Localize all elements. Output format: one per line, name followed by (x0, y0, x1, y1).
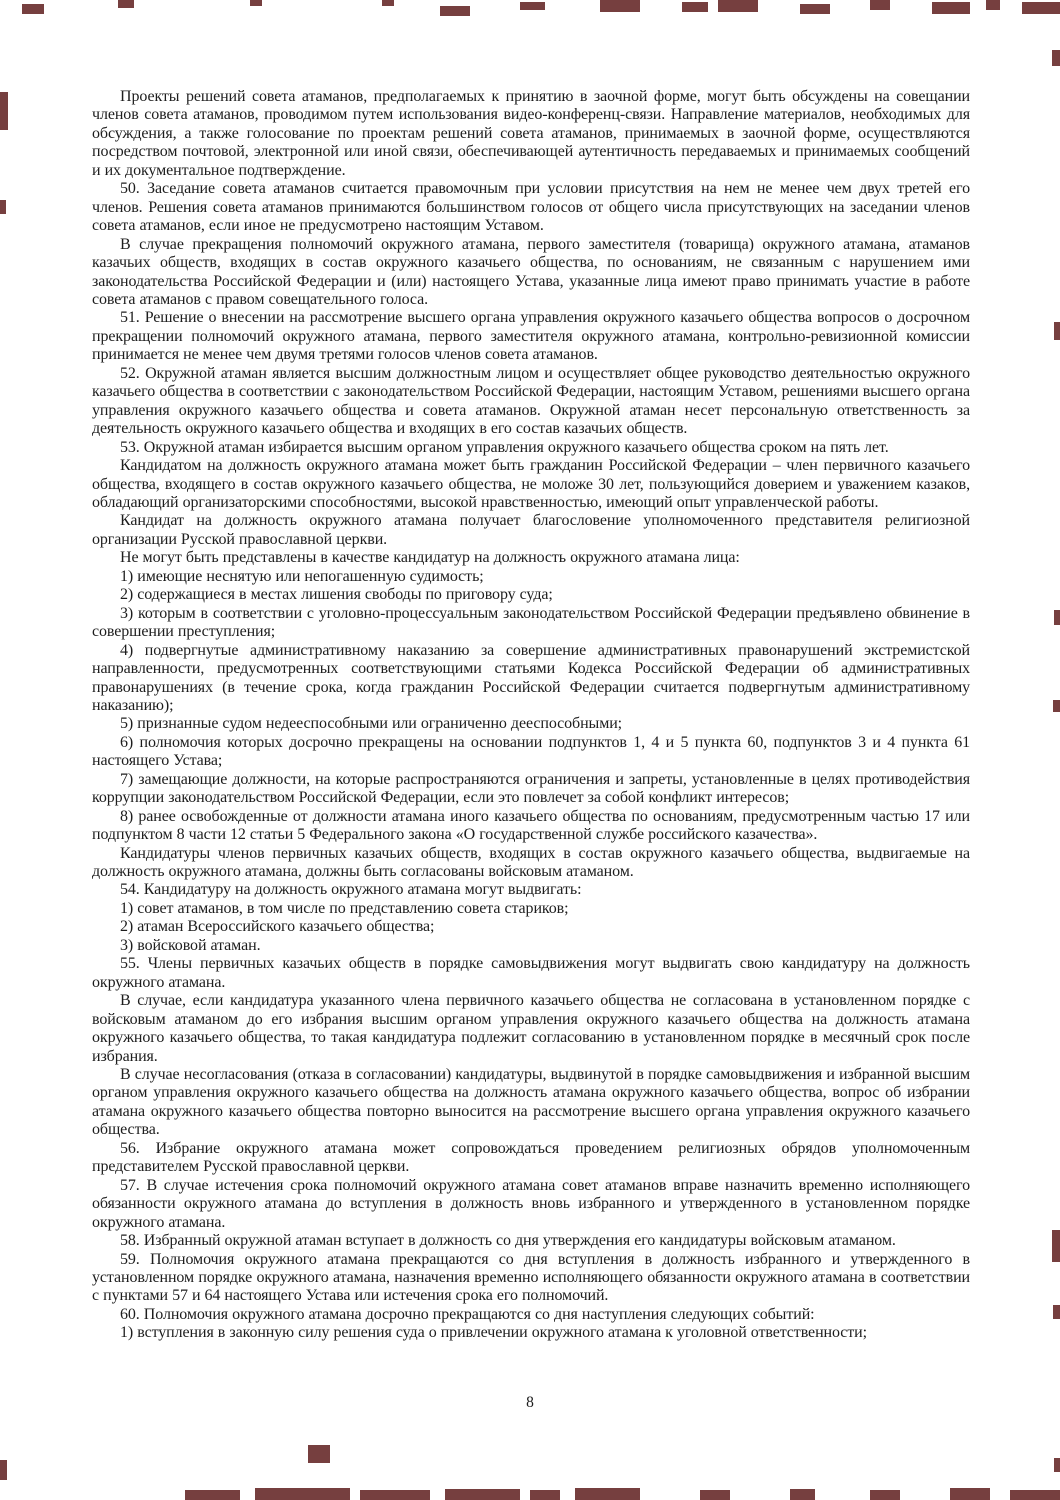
paragraph: 54. Кандидатуру на должность окружного атамана могут выдвигать: (120, 881, 582, 899)
scan-artifact (1010, 1490, 1060, 1500)
scan-artifact (360, 1490, 430, 1500)
paragraph: 6) полномочия которых досрочно прекращены на основании подпунктов 1, 4 и 5 пункта 60, подпунктов 3 и 4 пункта 61 настоящего Устава; (92, 733, 970, 770)
paragraph: 53. Окружной атаман избирается высшим органом управления окружного казачьего общества сроком на пять лет. (120, 438, 889, 456)
scan-artifact (870, 0, 890, 10)
paragraph: 50. Заседание совета атаманов считается правомочным при условии присутствия на нем не менее чем двух третей его членов. Решения совета атаманов принимаются большинством голосов от общего числа присутствующих на заседании членов совета атаманов, если иное не предусмотрено настоящим Уставом. (92, 180, 970, 235)
scan-artifact (118, 0, 134, 8)
paragraph: В случае прекращения полномочий окружного атамана, первого заместителя (товарища) окружного атамана, атаманов казачьих обществ, входящих в состав окружного казачьего общества, по основаниям, не связанным с нарушением ими законодательства Российской Федерации и (или) настоящего Устава, указанные лица имеют право принимать участие в работе совета атаманов с правом совещательного голоса. (92, 235, 970, 308)
paragraph: 59. Полномочия окружного атамана прекращаются со дня вступления в должность избранного и утвержденного в установленном порядке окружного атамана, назначения временно исполняющего обязанности окружного атамана в соответствии с пунктами 57 и 64 настоящего Устава или истечения срока его полномочий. (92, 1250, 970, 1305)
scan-artifact (0, 92, 8, 130)
scan-artifact (1022, 2, 1060, 14)
paragraph: 1) вступления в законную силу решения суда о привлечении окружного атамана к уголовной ответственности; (120, 1324, 867, 1342)
scan-artifact (1052, 50, 1060, 66)
scan-artifact (440, 6, 470, 16)
scan-artifact (185, 1490, 240, 1500)
scan-artifact (530, 1490, 560, 1500)
paragraph: В случае, если кандидатура указанного члена первичного казачьего общества не согласована в установленном порядке с войсковым атаманом до его избрания высшим органом управления окружного казачьего общества на должность атамана окружного казачьего общества, то такая кандидатура подлежит согласованию в установленном порядке в месячный срок после избрания. (92, 992, 970, 1065)
paragraph: 4) подвергнутые административному наказанию за совершение административных правонарушений экстремистской направленности, предусмотренных соответствующими статьями Кодекса Российской Федерации об административных правонарушениях (в течение срока, когда гражданин Российской Федерации считается подвергнутым административному наказанию); (92, 641, 970, 714)
paragraph: 1) имеющие неснятую или непогашенную судимость; (120, 567, 484, 585)
scan-artifact (382, 0, 394, 6)
scan-artifact (870, 1490, 900, 1500)
scan-artifact (0, 200, 6, 214)
scan-artifact (1054, 1458, 1060, 1472)
paragraph: 58. Избранный окружной атаман вступает в должность со дня утверждения его кандидатуры войсковым атаманом. (120, 1232, 896, 1250)
scan-artifact (790, 1489, 815, 1500)
paragraph: 2) содержащиеся в местах лишения свободы по приговору суда; (120, 586, 553, 604)
scan-artifact (1052, 1230, 1060, 1262)
scan-artifact (700, 1490, 730, 1500)
scan-artifact (932, 2, 970, 14)
scan-artifact (1054, 610, 1060, 625)
scan-artifact (600, 0, 640, 12)
paragraph: 60. Полномочия окружного атамана досрочно прекращаются со дня наступления следующих событий: (120, 1305, 815, 1323)
paragraph: 55. Члены первичных казачьих обществ в порядке самовыдвижения могут выдвигать свою кандидатуру на должность окружного атамана. (92, 955, 970, 991)
paragraph: 8) ранее освобожденные от должности атамана иного казачьего общества по основаниям, предусмотренным частью 17 или подпунктом 8 части 12 статьи 5 Федерального закона «О государственной службе российского казачества». (92, 807, 970, 844)
paragraph: Кандидатуры членов первичных казачьих обществ, входящих в состав окружного казачьего общества, выдвигаемые на должность окружного атамана, должны быть согласованы войсковым атаманом. (92, 844, 970, 881)
scan-artifact (682, 2, 708, 12)
scan-artifact (308, 1445, 330, 1463)
scan-artifact (250, 0, 262, 6)
paragraph: 1) совет атаманов, в том числе по представлению совета стариков; (120, 899, 569, 917)
scan-artifact (255, 1488, 350, 1500)
page-number: 8 (526, 1394, 534, 1411)
scan-artifact (22, 4, 44, 14)
paragraph: Проекты решений совета атаманов, предполагаемых к принятию в заочной форме, могут быть обсуждены на совещании членов совета атаманов, проводимом путем использования видео-конференц-связи. Направление материалов, необходимых для обсуждения, а также голосование по проектам решений совета атаманов, принимаемых в заочной форме, осуществляются посредством почтовой, электронной или иной связи, обеспечивающей аутентичность передаваемых и принимаемых сообщений и их документальное подтверждение. (92, 88, 970, 179)
paragraph: 2) атаман Всероссийского казачьего общества; (120, 918, 435, 936)
scan-artifact (718, 0, 758, 12)
scan-artifact (1053, 700, 1060, 712)
scan-artifact (445, 1489, 520, 1500)
paragraph: 7) замещающие должности, на которые распространяются ограничения и запреты, установленные в целях противодействия коррупции законодательством Российской Федерации, если это повлечет за собой конфликт интересов; (92, 770, 970, 807)
scan-artifact (575, 1488, 640, 1500)
scan-artifact (986, 0, 1000, 10)
document-body (92, 88, 970, 1343)
scan-artifact (0, 1460, 7, 1480)
paragraph: 3) войсковой атаман. (120, 936, 261, 954)
paragraph: В случае несогласования (отказа в согласовании) кандидатуры, выдвинутой в порядке самовыдвижения и избранной высшим органом управления окружного казачьего общества на должность атамана окружного казачьего общества, вопрос об избрании атамана окружного казачьего общества повторно выносится на рассмотрение высшего органа управления окружного казачьего общества. (92, 1066, 970, 1139)
paragraph: Не могут быть представлены в качестве кандидатур на должность окружного атамана лица: (120, 549, 740, 567)
paragraph: 56. Избрание окружного атамана может сопровождаться проведением религиозных обрядов уполномоченным представителем Русской православной церкви. (92, 1139, 970, 1176)
paragraph: Кандидатом на должность окружного атамана может быть гражданин Российской Федерации – член первичного казачьего общества, входящего в состав окружного казачьего общества, не моложе 30 лет, пользующийся доверием и уважением казаков, обладающий организаторскими способностями, высокой нравственностью, имеющий опыт управленческой работы. (92, 457, 970, 511)
paragraph: 51. Решение о внесении на рассмотрение высшего органа управления окружного казачьего общества вопросов о досрочном прекращении полномочий окружного атамана, первого заместителя окружного атамана, контрольно-ревизионной комиссии принимается не менее чем двумя третями голосов членов совета атаманов. (92, 309, 970, 364)
paragraph: Кандидат на должность окружного атамана получает благословение уполномоченного представителя религиозной организации Русской православной церкви. (92, 512, 970, 548)
scan-artifact (520, 2, 545, 10)
paragraph: 57. В случае истечения срока полномочий окружного атамана совет атаманов вправе назначить временно исполняющего обязанности окружного атамана до вступления в должность вновь избранного и утвержденного в установленном порядке окружного атамана. (92, 1176, 970, 1231)
scan-artifact (1053, 1305, 1060, 1319)
scan-artifact (1054, 322, 1060, 340)
paragraph: 5) признанные судом недееспособными или ограниченно дееспособными; (120, 715, 623, 733)
scan-artifact (800, 4, 830, 14)
scan-artifact (950, 1488, 990, 1500)
paragraph: 3) которым в соответствии с уголовно-процессуальным законодательством Российской Федерации предъявлено обвинение в совершении преступления; (92, 604, 970, 641)
paragraph: 52. Окружной атаман является высшим должностным лицом и осуществляет общее руководство деятельностью окружного казачьего общества в соответствии с законодательством Российской Федерации, настоящим Уставом, решениями высшего органа управления окружного казачьего общества и совета атаманов. Окружной атаман несет персональную ответственность за деятельность окружного казачьего общества и входящих в его состав казачьих обществ. (92, 364, 970, 438)
